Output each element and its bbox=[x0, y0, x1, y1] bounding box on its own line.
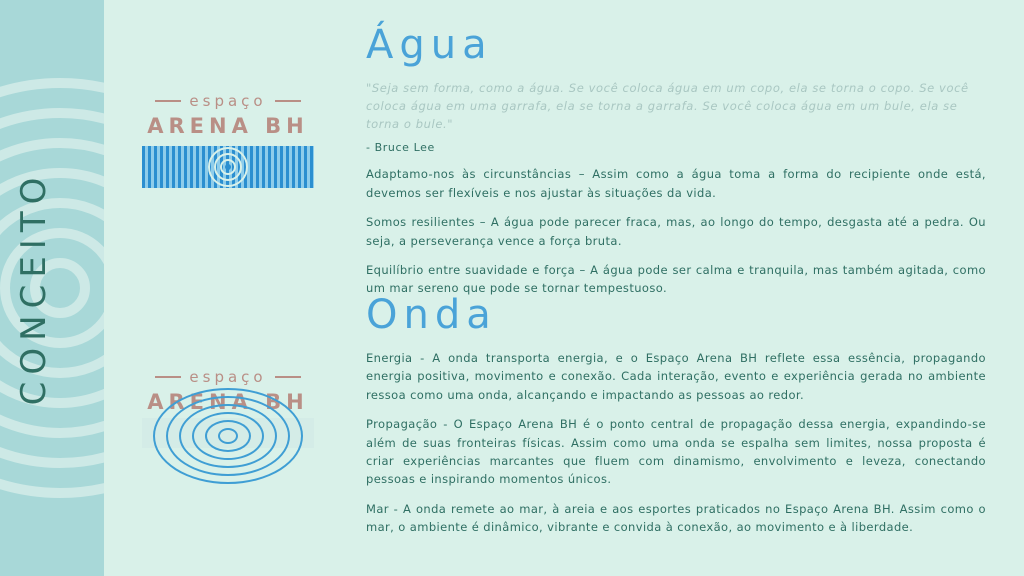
left-decorative-band bbox=[0, 0, 104, 576]
section-agua-heading: Água bbox=[366, 22, 493, 68]
slide-content bbox=[366, 0, 1006, 576]
logo-wave-mark-icon bbox=[142, 146, 314, 188]
section-agua-quote-author: - Bruce Lee bbox=[366, 141, 435, 155]
side-title: CONCEITO bbox=[14, 170, 54, 406]
logo-ring-center bbox=[225, 164, 231, 170]
logo-espaco-text: espaço bbox=[189, 92, 267, 110]
logo-dash-right bbox=[275, 100, 301, 102]
section-agua-paragraph-2: Somos resilientes – A água pode parecer fraca, mas, ao longo do tempo, desgasta até a pedra. Ou seja, a perseverança vence a força bruta. bbox=[366, 215, 986, 248]
section-onda-paragraph-2: Propagação - O Espaço Arena BH é o ponto central de propagação dessa energia, expandindo-se além de suas fronteiras físicas. Assim como uma onda se espalha sem limites, nossa proposta é criar experiências marcantes que fluem com dinamismo, envolvimento e leveza, conectando pessoas e inspirando momentos únicos. bbox=[366, 417, 986, 487]
logo2-dash-right bbox=[275, 376, 301, 378]
logo-dash-left bbox=[155, 100, 181, 102]
logo-espaco-arena-bh-secondary bbox=[142, 368, 314, 484]
section-onda-paragraph-1: Energia - A onda transporta energia, e o Espaço Arena BH reflete essa essência, propagando energia positiva, movimento e conexão. Cada interação, evento e experiência gerada no ambiente ressoa como uma onda, alcançando e impactando as pessoas ao redor. bbox=[366, 351, 986, 402]
logo2-dash-left bbox=[155, 376, 181, 378]
section-agua bbox=[366, 22, 986, 298]
logo-arena-text: ARENA BH bbox=[147, 114, 309, 138]
section-onda bbox=[366, 292, 986, 537]
section-onda-paragraph-3: Mar - A onda remete ao mar, à areia e aos esportes praticados no Espaço Arena BH. Assim como o mar, o ambiente é dinâmico, vibrante e convida à conexão, ao movimento e à liberdade. bbox=[366, 501, 986, 535]
logo2-wave-rings-icon bbox=[142, 388, 314, 484]
section-agua-paragraph-3: Equilíbrio entre suavidade e força – A água pode ser calma e tranquila, mas também agitada, como um mar sereno que pode se tornar tempestuoso. bbox=[366, 263, 986, 296]
logo-espaco-arena-bh-primary bbox=[142, 92, 314, 188]
section-onda-heading: Onda bbox=[366, 292, 497, 338]
section-agua-quote: "Seja sem forma, como a água. Se você coloca água em um copo, ela se torna o copo. Se você coloca água em uma garrafa, ela se torna a garrafa. Se você coloca água em um bule, ela se torna o bule." bbox=[366, 81, 969, 131]
logo-espaco-row bbox=[142, 92, 314, 110]
logo2-espaco-text: espaço bbox=[189, 368, 267, 386]
logo2-arena-text: ARENA BH bbox=[147, 390, 309, 414]
section-agua-paragraph-1: Adaptamo-nos às circunstâncias – Assim como a água toma a forma do recipiente onde está, devemos ser flexíveis e nos ajustar às situações da vida. bbox=[366, 167, 986, 200]
logo2-ring-6 bbox=[218, 428, 238, 444]
logo2-espaco-row bbox=[142, 368, 314, 386]
